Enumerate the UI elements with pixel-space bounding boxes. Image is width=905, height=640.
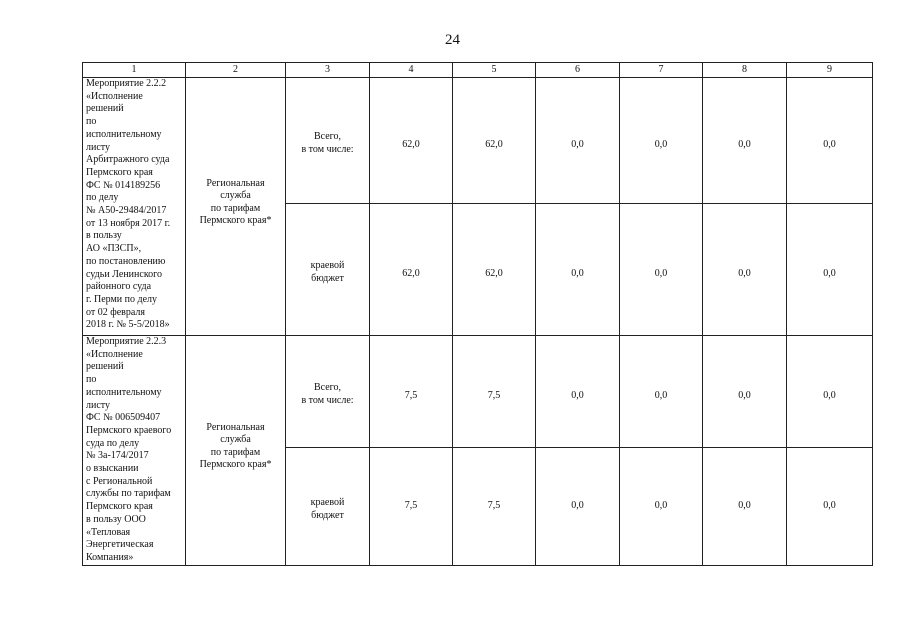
value-cell: 62,0 [453,204,536,336]
table-row [83,336,873,448]
program-table [82,62,873,566]
value-cell: 62,0 [370,204,453,336]
value-cell: 0,0 [620,448,703,566]
event-description: Мероприятие 2.2.3 «Исполнение решений по исполнительному листу ФС № 006509407 Пермского краевого суда по делу № 3а-174/2017 о взыскании с Региональной службы по тарифам Пермского края в пользу ООО «Тепловая Энергетическая Компания» [86,336,172,563]
column-number-header: 9 [787,63,873,78]
responsible-agency: Региональная служба по тарифам Пермского края* [199,177,272,226]
value-cell: 0,0 [620,336,703,448]
value-cell: 0,0 [787,204,873,336]
value-cell: 0,0 [620,204,703,336]
column-number-header: 6 [536,63,620,78]
value-cell: 0,0 [536,336,620,448]
event-description-cell [83,78,186,336]
responsible-agency-cell [186,78,286,336]
column-number-header: 2 [186,63,286,78]
column-number-row [83,63,873,78]
funding-source-cell [286,448,370,566]
event-description-cell [83,336,186,566]
column-number-header: 7 [620,63,703,78]
funding-source-cell [286,336,370,448]
value-cell: 62,0 [370,78,453,204]
column-number-header: 8 [703,63,787,78]
page-number: 24 [445,32,460,48]
column-number-header: 1 [83,63,186,78]
funding-source: краевой бюджет [310,259,345,284]
value-cell: 0,0 [620,78,703,204]
value-cell: 7,5 [453,448,536,566]
funding-source-cell [286,78,370,204]
value-cell: 7,5 [370,448,453,566]
value-cell: 0,0 [703,78,787,204]
value-cell: 0,0 [536,78,620,204]
value-cell: 0,0 [787,336,873,448]
value-cell: 0,0 [703,448,787,566]
column-number-header: 5 [453,63,536,78]
value-cell: 0,0 [787,448,873,566]
funding-source: Всего, в том числе: [301,381,354,406]
funding-source: Всего, в том числе: [301,130,354,155]
value-cell: 0,0 [787,78,873,204]
responsible-agency: Региональная служба по тарифам Пермского края* [199,421,272,470]
value-cell: 7,5 [370,336,453,448]
value-cell: 0,0 [703,204,787,336]
value-cell: 7,5 [453,336,536,448]
funding-source: краевой бюджет [310,496,345,521]
value-cell: 0,0 [536,204,620,336]
event-description: Мероприятие 2.2.2 «Исполнение решений по исполнительному листу Арбитражного суда Пермского края ФС № 014189256 по делу № А50-29484/2017 от 13 ноября 2017 г. в пользу АО «ПЗСП», по постановлению судьи Ленинского районного суда г. Перми по делу от 02 февраля 2018 г. № 5-5/2018» [86,78,171,331]
responsible-agency-cell [186,336,286,566]
value-cell: 0,0 [536,448,620,566]
column-number-header: 4 [370,63,453,78]
value-cell: 62,0 [453,78,536,204]
table-row [83,78,873,204]
column-number-header: 3 [286,63,370,78]
value-cell: 0,0 [703,336,787,448]
funding-source-cell [286,204,370,336]
